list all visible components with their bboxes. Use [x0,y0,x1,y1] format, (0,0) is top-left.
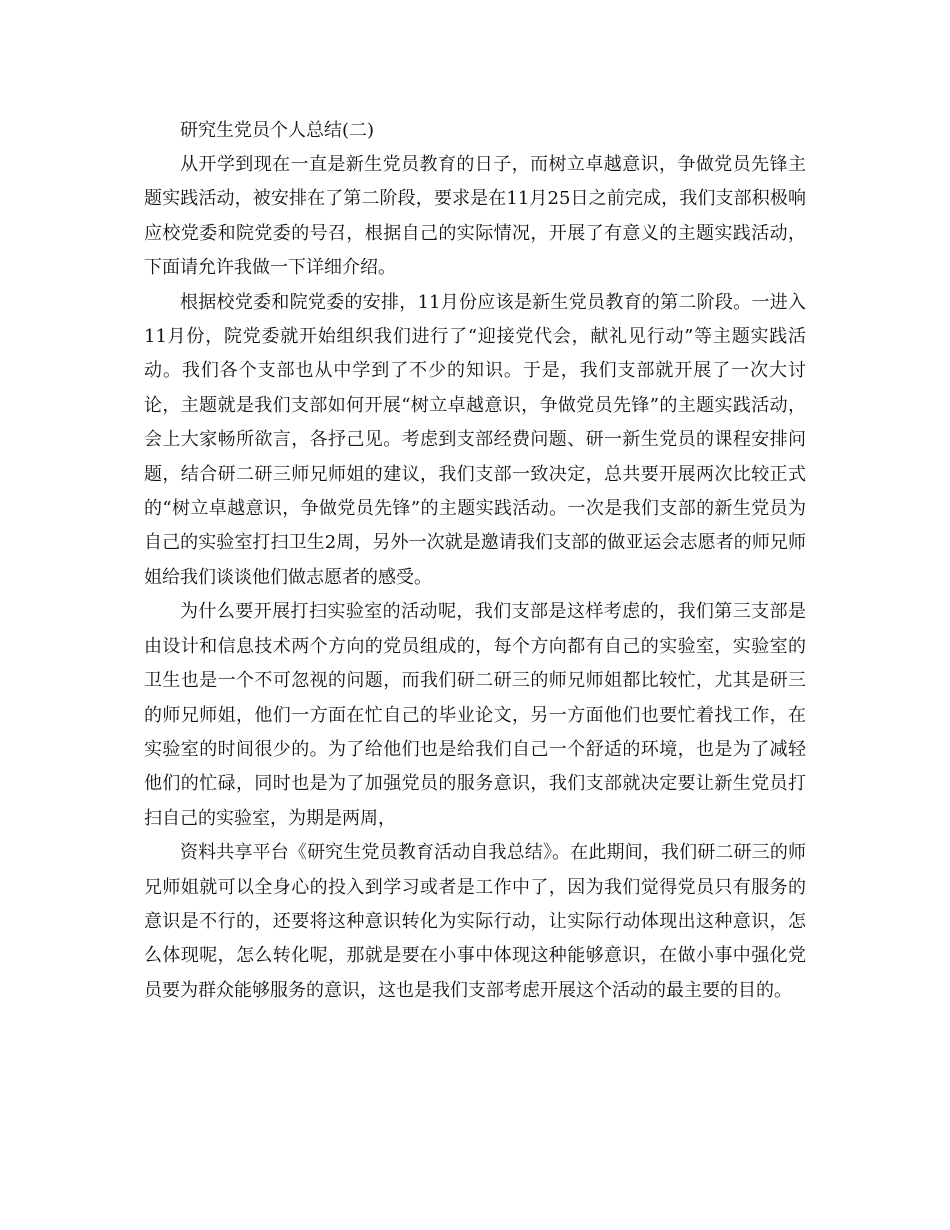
paragraph-1: 从开学到现在一直是新生党员教育的日子，而树立卓越意识，争做党员先锋主题实践活动，被安排在了第二阶段，要求是在11月25日之前完成，我们支部积极响应校党委和院党委的号召，根据自己的实际情况，开展了有意义的主题实践活动，下面请允许我做一下详细介绍。 [144,154,806,279]
paragraph-2: 根据校党委和院党委的安排，11月份应该是新生党员教育的第二阶段。一进入11月份，院党委就开始组织我们进行了“迎接党代会，献礼见行动”等主题实践活动。我们各个支部也从中学到了不少的知识。于是，我们支部就开展了一次大讨论，主题就是我们支部如何开展“树立卓越意识，争做党员先锋”的主题实践活动，会上大家畅所欲言，各抒己见。考虑到支部经费问题、研一新生党员的课程安排问题，结合研二研三师兄师姐的建议，我们支部一致决定，总共要开展两次比较正式的“树立卓越意识，争做党员先锋”的主题实践活动。一次是我们支部的新生党员为自己的实验室打扫卫生2周，另外一次就是邀请我们支部的做亚运会志愿者的师兄师姐给我们谈谈他们做志愿者的感受。 [144,291,806,588]
paragraph-4: 资料共享平台《研究生党员教育活动自我总结》。在此期间，我们研二研三的师兄师姐就可以全身心的投入到学习或者是工作中了，因为我们觉得党员只有服务的意识是不行的，还要将这种意识转化为实际行动，让实际行动体现出这种意识，怎么体现呢，怎么转化呢，那就是要在小事中体现这种能够意识，在做小事中强化党员要为群众能够服务的意识，这也是我们支部考虑开展这个活动的最主要的目的。 [144,842,806,1001]
paragraph-3: 为什么要开展打扫实验室的活动呢，我们支部是这样考虑的，我们第三支部是由设计和信息技术两个方向的党员组成的，每个方向都有自己的实验室，实验室的卫生也是一个不可忽视的问题，而我们研二研三的师兄师姐都比较忙，尤其是研三的师兄师姐，他们一方面在忙自己的毕业论文，另一方面他们也要忙着找工作，在实验室的时间很少的。为了给他们也是给我们自己一个舒适的环境，也是为了减轻他们的忙碌，同时也是为了加强党员的服务意识，我们支部就决定要让新生党员打扫自己的实验室，为期是两周， [144,601,806,829]
document-title: 研究生党员个人总结(二) [180,120,375,141]
document-body [144,114,806,1008]
